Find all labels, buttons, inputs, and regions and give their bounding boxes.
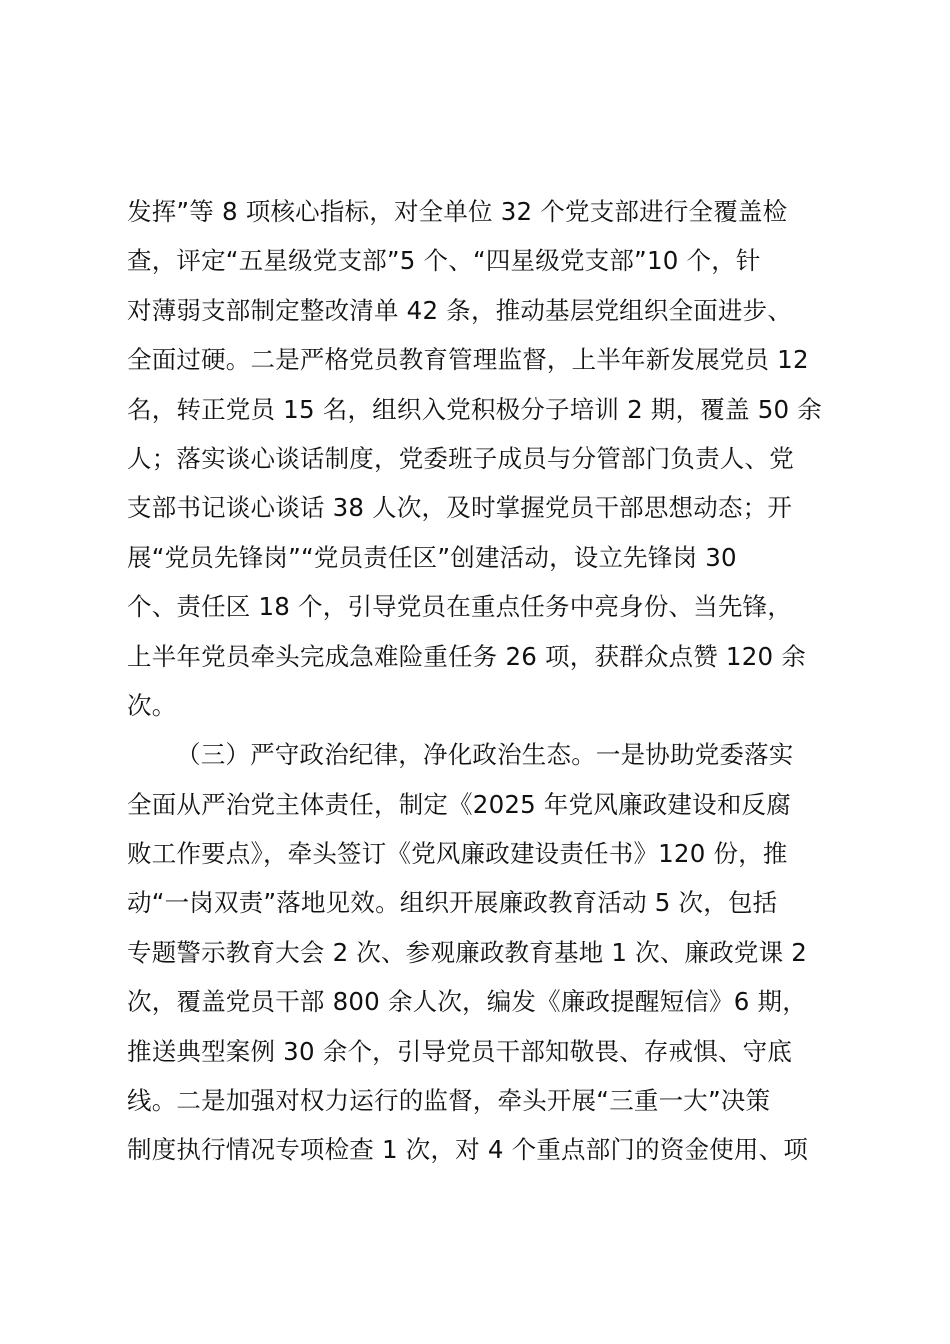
paragraph-2	[127, 730, 837, 1175]
paragraph-line: 全面过硬。二是严格党员教育管理监督，上半年新发展党员 12	[127, 345, 809, 375]
paragraph-line: 制度执行情况专项检查 1 次，对 4 个重点部门的资金使用、项	[127, 1135, 809, 1165]
paragraph-1	[127, 187, 837, 730]
paragraph-line: 全面从严治党主体责任，制定《2025 年党风廉政建设和反腐	[127, 789, 791, 819]
section-heading-line: （三）严守政治纪律，净化政治生态。一是协助党委落实	[176, 740, 794, 770]
paragraph-line: 发挥”等 8 项核心指标，对全单位 32 个党支部进行全覆盖检	[127, 197, 788, 226]
paragraph-line: 查，评定“五星级党支部”5 个、“四星级党支部”10 个，针	[127, 246, 761, 276]
paragraph-line: 名，转正党员 15 名，组织入党积极分子培训 2 期，覆盖 50 余	[127, 394, 822, 424]
paragraph-line: 对薄弱支部制定整改清单 42 条，推动基层党组织全面进步、	[127, 295, 793, 325]
paragraph-line: 个、责任区 18 个，引导党员在重点任务中亮身份、当先锋，	[127, 592, 793, 622]
paragraph-line: 上半年党员牵头完成急难险重任务 26 项，获群众点赞 120 余	[127, 641, 806, 671]
paragraph-line: 人；落实谈心谈话制度，党委班子成员与分管部门负责人、党	[127, 443, 794, 473]
paragraph-line: 动“一岗双责”落地见效。组织开展廉政教育活动 5 次，包括	[127, 888, 778, 918]
paragraph-line: 次。	[127, 690, 177, 720]
paragraph-line: 败工作要点》，牵头签订《党风廉政建设责任书》120 份，推	[127, 839, 788, 869]
document-body	[127, 187, 837, 1175]
paragraph-line: 线。二是加强对权力运行的监督，牵头开展“三重一大”决策	[127, 1086, 771, 1116]
paragraph-line: 展“党员先锋岗”“党员责任区”创建活动，设立先锋岗 30	[127, 542, 737, 572]
paragraph-line: 专题警示教育大会 2 次、参观廉政教育基地 1 次、廉政党课 2	[127, 937, 808, 967]
paragraph-line: 次，覆盖党员干部 800 余人次，编发《廉政提醒短信》6 期，	[127, 987, 807, 1017]
paragraph-line: 推送典型案例 30 余个，引导党员干部知敬畏、存戒惧、守底	[127, 1036, 793, 1066]
paragraph-line: 支部书记谈心谈话 38 人次，及时掌握党员干部思想动态；开	[127, 493, 793, 523]
